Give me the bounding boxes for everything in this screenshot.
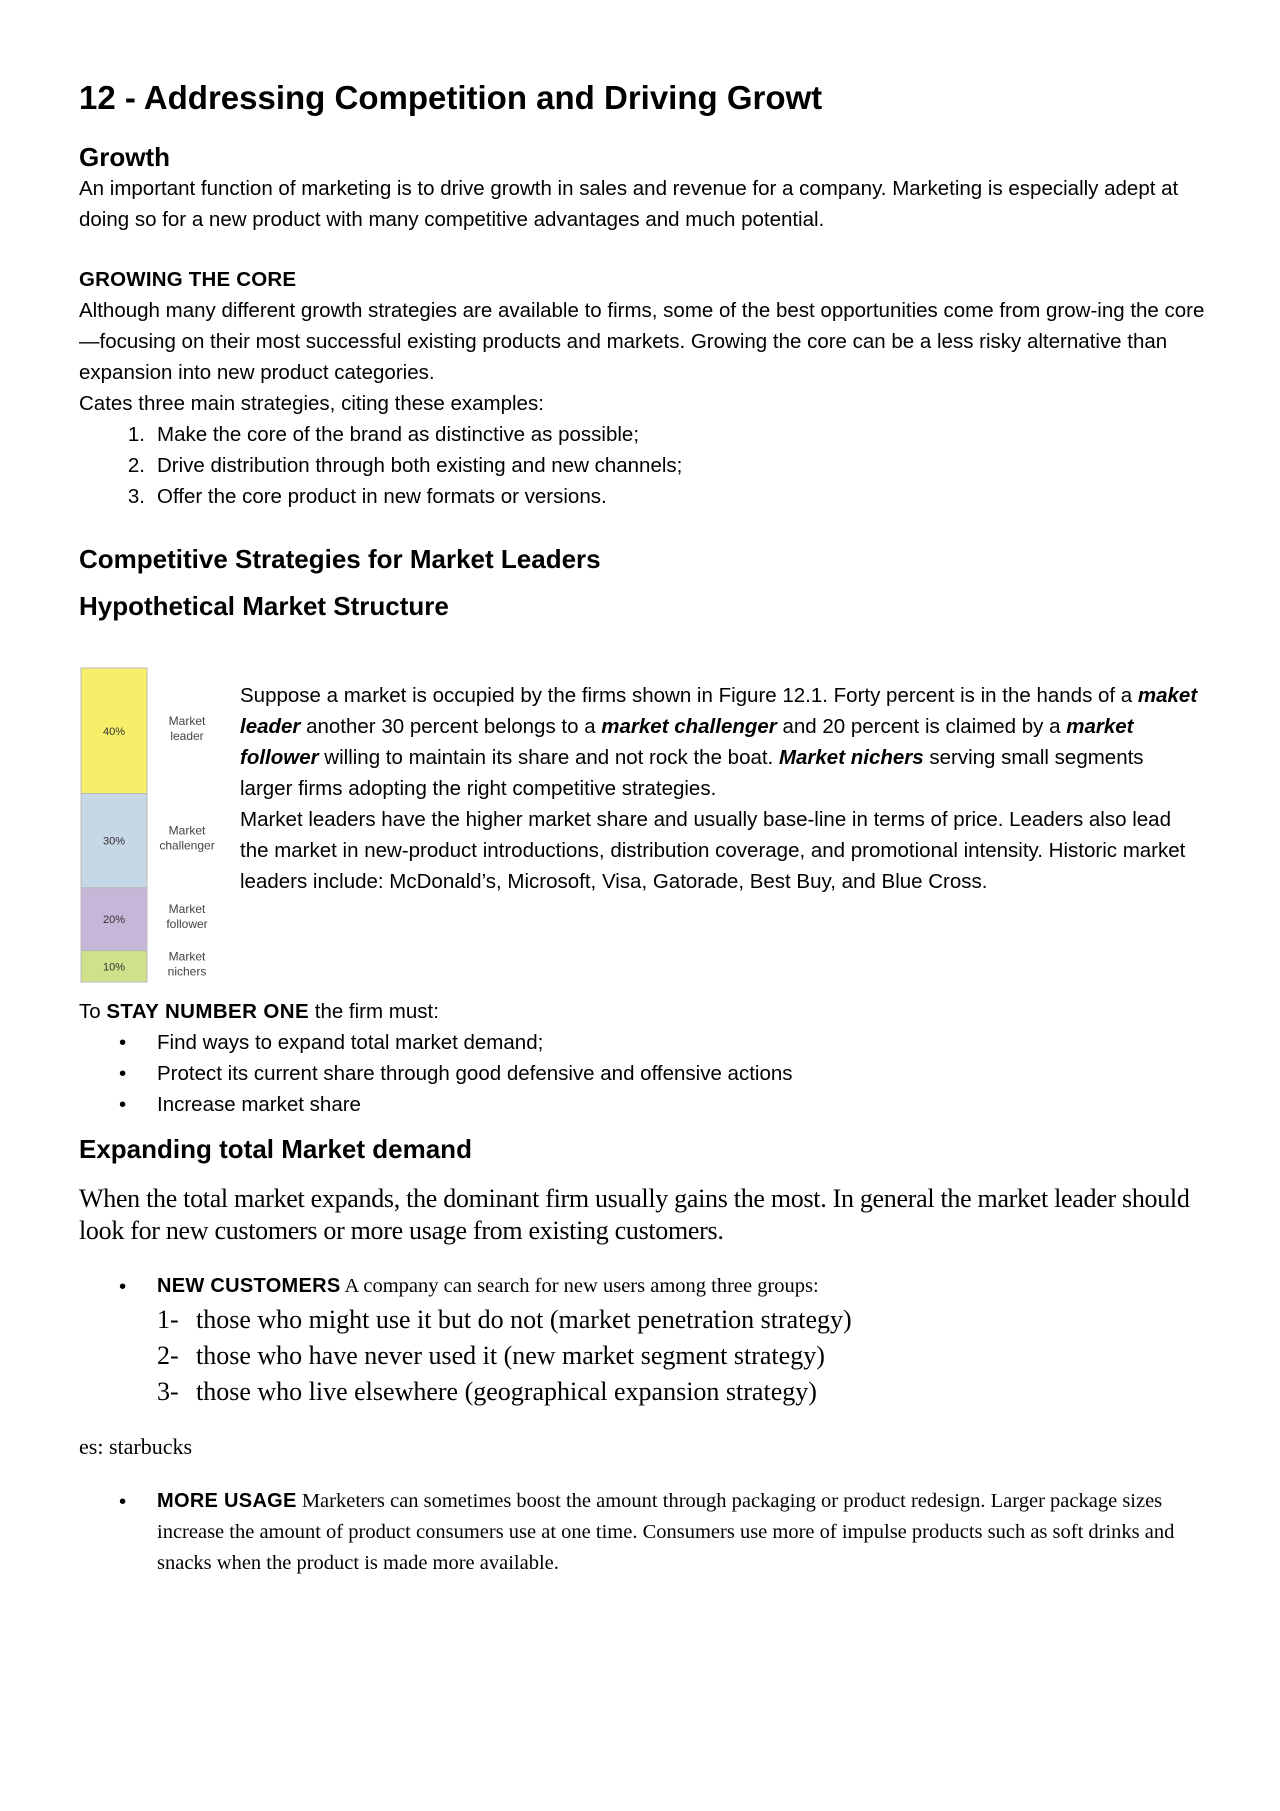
list-item	[79, 450, 1209, 481]
list-text: those who live elsewhere (geographical expansion strategy)	[196, 1377, 817, 1407]
list-item	[79, 1486, 1209, 1579]
market-paragraph-2: Market leaders have the higher market share and usually base-line in terms of price. Leaders also lead the market in new-product introductions, distribution coverage, and promotional intensity. Historic market leaders include: McDonald’s, Microsoft, Visa, Gatorade, Best Buy, and Blue Cross.	[240, 808, 1186, 894]
text-run: Suppose a market is occupied by the firms shown in Figure 12.1. Forty percent is in the hands of a	[240, 684, 1138, 708]
bar-category-label: follower	[166, 917, 208, 932]
bar-category-label: Market	[168, 949, 206, 964]
list-text: Drive distribution through both existing and new channels;	[157, 453, 683, 477]
market-structure-text	[240, 680, 1200, 897]
more-usage-caps: MORE USAGE	[157, 1490, 297, 1513]
list-text: Marketers can sometimes boost the amount through packaging or product redesign. Larger package sizes increase the amount of product consumers use at one time. Consumers use more of impulse products such as soft drinks and snacks when the product is made more available.	[157, 1490, 1175, 1575]
stay-number-one-list	[79, 1027, 1209, 1120]
term-market-nichers: Market nichers	[778, 746, 924, 770]
page-title: 12 - Addressing Competition and Driving Growt	[79, 79, 823, 116]
list-number: 3-	[157, 1377, 179, 1407]
bullet-icon: •	[119, 1275, 127, 1299]
list-item	[79, 1058, 1209, 1089]
document-page	[79, 70, 1209, 1579]
stay-number-one-intro	[79, 996, 1209, 1027]
market-structure-section	[79, 666, 1209, 996]
list-text: Find ways to expand total market demand;	[157, 1031, 544, 1055]
growing-core-heading: GROWING THE CORE	[79, 267, 297, 291]
term-market-leader: maket leader	[240, 684, 1198, 739]
bar-category-label: challenger	[159, 838, 215, 853]
growth-heading: Growth	[79, 141, 170, 172]
growth-paragraph: An important function of marketing is to drive growth in sales and revenue for a company. Marketing is especially adept at doing so for a new product with many competitive advantages and much potential.	[79, 176, 1179, 231]
bar-category-label: Market	[168, 823, 206, 838]
bar-value-label: 30%	[102, 835, 126, 848]
expanding-heading: Expanding total Market demand	[79, 1134, 472, 1165]
term-market-challenger: market challenger	[601, 715, 777, 739]
bar-category-label: nichers	[167, 964, 207, 979]
bar-value-label: 40%	[102, 725, 126, 738]
list-number: 2.	[127, 453, 145, 477]
bullet-icon: •	[119, 1490, 127, 1514]
text-run: the firm must:	[309, 1000, 439, 1024]
list-text: Protect its current share through good defensive and offensive actions	[157, 1062, 793, 1086]
stay-number-one-caps: STAY NUMBER ONE	[106, 1000, 310, 1024]
list-item	[79, 1302, 1209, 1338]
new-customers-list	[79, 1271, 1209, 1302]
list-text: A company can search for new users among three groups:	[340, 1275, 819, 1298]
list-item	[79, 1271, 1209, 1302]
text-run: serving small segments larger firms adopting the right competitive strategies.	[240, 746, 1144, 801]
bar-value-label: 20%	[102, 914, 126, 927]
list-number: 1-	[157, 1305, 179, 1335]
list-item	[79, 481, 1209, 512]
list-number: 3.	[127, 484, 145, 508]
list-item	[79, 419, 1209, 450]
new-customers-groups	[79, 1302, 1209, 1410]
list-item	[79, 1027, 1209, 1058]
bar-category-label: Market	[168, 713, 206, 728]
expanding-paragraph: When the total market expands, the dominant firm usually gains the most. In general the market leader should look for new customers or more usage from existing customers.	[79, 1184, 1190, 1246]
bar-category-label: leader	[170, 728, 204, 743]
list-number: 2-	[157, 1341, 179, 1371]
list-item	[79, 1089, 1209, 1120]
growing-core-list	[79, 419, 1209, 512]
bullet-icon: •	[119, 1031, 127, 1055]
text-run: To	[79, 1000, 107, 1024]
list-item	[79, 1374, 1209, 1410]
list-text: those who have never used it (new market segment strategy)	[196, 1341, 825, 1371]
growing-core-intro: Cates three main strategies, citing these examples:	[79, 391, 544, 415]
list-text: Increase market share	[157, 1093, 361, 1117]
growing-core-paragraph: Although many different growth strategies are available to firms, some of the best opportunities come from grow-ing the core—focusing on their most successful existing products and markets. Growing the core can be a less risky alternative than expansion into new product categories.	[79, 298, 1205, 384]
new-customers-caps: NEW CUSTOMERS	[157, 1275, 341, 1298]
text-run: another 30 percent belongs to a	[300, 715, 602, 739]
bar-value-label: 10%	[102, 961, 126, 974]
market-structure-chart	[79, 666, 239, 986]
list-text: Offer the core product in new formats or versions.	[157, 484, 607, 508]
list-number: 1.	[127, 422, 145, 446]
text-run: willing to maintain its share and not rock the boat.	[318, 746, 779, 770]
term-market-follower: market follower	[240, 715, 1134, 770]
more-usage-list	[79, 1486, 1209, 1579]
example-text: es: starbucks	[79, 1434, 193, 1460]
text-run: and 20 percent is claimed by a	[776, 715, 1067, 739]
competitive-heading: Competitive Strategies for Market Leaders	[79, 543, 601, 574]
list-item	[79, 1338, 1209, 1374]
list-text: Make the core of the brand as distinctive as possible;	[157, 422, 640, 446]
list-text: those who might use it but do not (market penetration strategy)	[196, 1305, 852, 1335]
bullet-icon: •	[119, 1062, 127, 1086]
bar-category-label: Market	[168, 902, 206, 917]
market-paragraph-1	[240, 680, 1200, 804]
bullet-icon: •	[119, 1093, 127, 1117]
market-structure-heading: Hypothetical Market Structure	[79, 590, 449, 621]
